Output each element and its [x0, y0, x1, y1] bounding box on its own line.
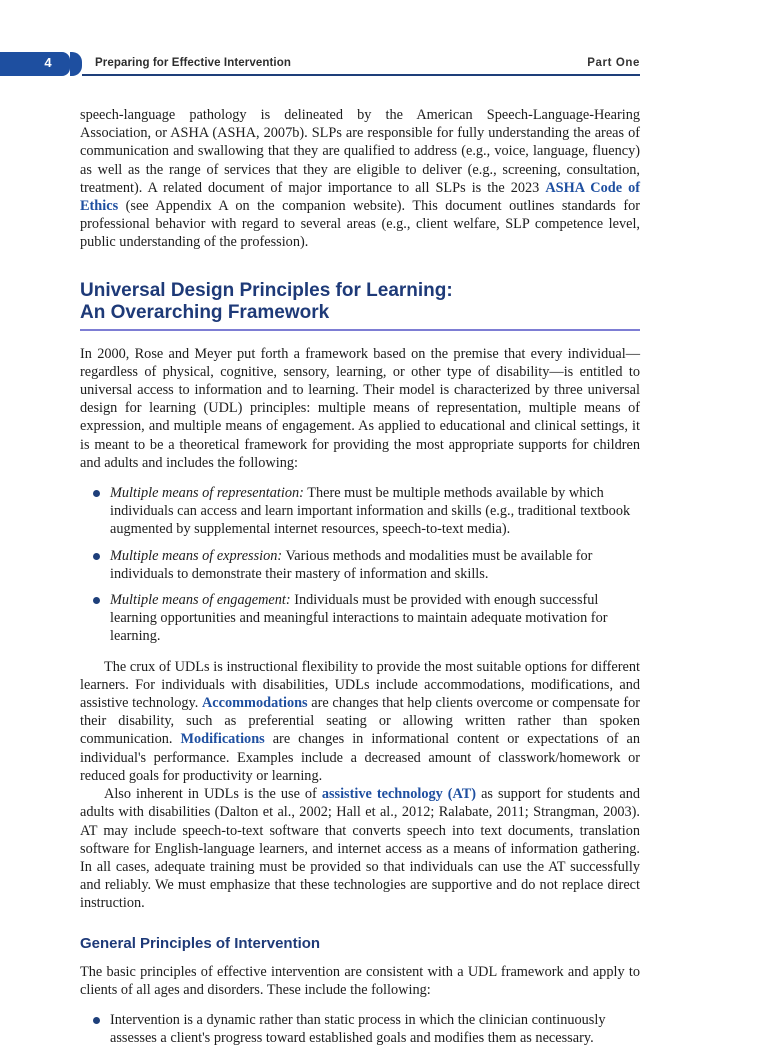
list-item-text: Various methods and modalities must be available for individuals to demonstrate their mastery of information and skills.: [110, 547, 593, 582]
para2-text-3: are changes in informational content or expectations of an individual's performance. Examples include a decreased amount of classwork/homework or reduced goals for productivity or learning.: [80, 731, 640, 784]
para2-text-1: The crux of UDLs is instructional flexibility to provide the most suitable options for different learners. For individuals with disabilities, UDLs include accommodations, modifications, and assistive technology.: [80, 658, 640, 712]
list-item-term: Multiple means of representation:: [110, 485, 304, 502]
bullet-icon: [93, 1017, 100, 1024]
para3-text-2: as support for students and adults with disabilities (Dalton et al., 2002; Hall et al., 2012; Ralabate, 2011; Strangman, 2003). AT may include speech-to-text software that converts speech into text documents, translation software for English-language learners, and internet access as a means of information gathering. In all cases, adequate training must be provided so that individuals can use the AT successfully and reliably. We must emphasize that these technologies are supportive and do not replace direct instruction.: [80, 786, 640, 912]
section-heading-udl-line1: Universal Design Principles for Learning:: [80, 279, 453, 301]
list-item-term: Multiple means of expression:: [110, 547, 283, 564]
para3-text-1: Also inherent in UDLs is the use of: [104, 786, 322, 803]
keyword-accommodations: Accommodations: [201, 695, 308, 712]
section-heading-general-principles: General Principles of Intervention: [80, 934, 321, 952]
list-item-term: Multiple means of engagement:: [110, 592, 291, 609]
para2-text-2: are changes that help clients overcome or compensate for their disability, such as preferential seating or allowing written rather than spoken communication.: [80, 695, 640, 748]
part-label: Part One: [587, 57, 640, 69]
list-item: [110, 547, 640, 583]
keyword-modifications: Modifications: [180, 731, 265, 748]
udl-paragraph: In 2000, Rose and Meyer put forth a framework based on the premise that every individual—regardless of physical, cognitive, sensory, learning, or other type of disability—is entitled to universal access to information and to learning. Their model is characterized by three universal design for learning (UDL) principles: multiple means of representation, multiple means of expression, and multiple means of engagement. As applied to educational and clinical settings, it is meant to be a theoretical framework for providing the most appropriate supports for children and adults and includes the following:: [80, 345, 640, 471]
running-head: Preparing for Effective Intervention: [95, 57, 291, 69]
general-bullet-list: [80, 1011, 640, 1047]
keyword-assistive-technology: assistive technology (AT): [321, 786, 477, 803]
intro-text-2: (see Appendix A on the companion website). This document outlines standards for professional behavior with regard to several areas (e.g., client welfare, SLP competence level, public understanding of the profession).: [80, 198, 640, 251]
list-item-text: Individuals must be provided with enough successful learning opportunities and meaningful interactions to maintain adequate motivation for learning.: [110, 592, 608, 645]
list-item: [110, 591, 640, 646]
udl-paragraph-2: [80, 658, 640, 785]
section-heading-udl: [80, 280, 640, 324]
keyword-asha-code-of-ethics: ASHA Code of Ethics: [80, 179, 640, 215]
page-header: [0, 52, 640, 76]
list-item: [110, 484, 640, 539]
list-item-text: There must be multiple methods available by which individuals can access and learn important information and skills (e.g., traditional textbook augmented by supplemental internet resources, speech-to-text media).: [110, 485, 631, 538]
udl-paragraph-3: [80, 785, 640, 912]
section-heading-udl-line2: An Overarching Framework: [80, 301, 330, 323]
header-rule: [82, 74, 640, 76]
section-heading-rule: [80, 329, 640, 331]
bullet-icon: [93, 490, 100, 497]
udl-bullet-list: [80, 484, 640, 646]
page-number: 4: [44, 55, 52, 70]
list-item: [110, 1011, 640, 1047]
intro-paragraph: [80, 106, 640, 252]
bullet-icon: [93, 597, 100, 604]
page-body: [80, 106, 640, 1059]
bullet-icon: [93, 553, 100, 560]
list-item-text: Intervention is a dynamic rather than static process in which the clinician continuously assesses a client's progress toward established goals and modifies them as necessary.: [110, 1011, 606, 1047]
intro-text-1: speech-language pathology is delineated by the American Speech-Language-Hearing Association, or ASHA (ASHA, 2007b). SLPs are responsible for fully understanding the areas of communication and swallowing that they are qualified to address (e.g., voice, language, fluency) as well as the range of services that they are eligible to deliver (e.g., screening, consultation, treatment). A related document of major importance to all SLPs is the 2023: [80, 107, 640, 196]
general-paragraph: The basic principles of effective intervention are consistent with a UDL framework and apply to clients of all ages and disorders. These include the following:: [80, 963, 640, 998]
